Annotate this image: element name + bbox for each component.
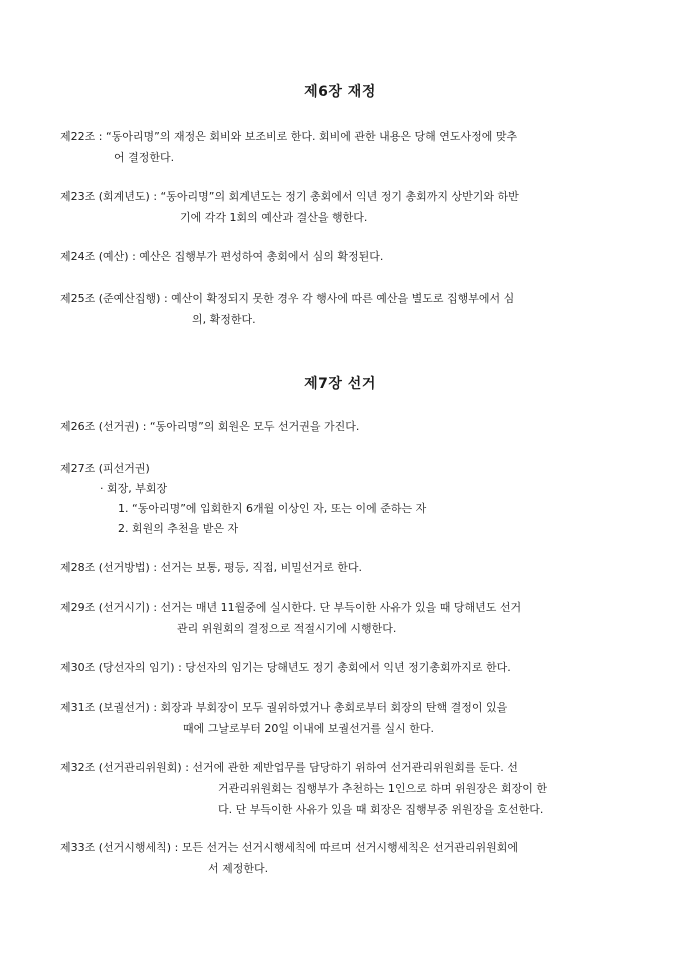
- article-30: [60, 657, 625, 678]
- article-27-item-1: 1. “동아리명”에 입회한지 6개월 이상인 자, 또는 이에 준하는 자: [118, 502, 427, 515]
- article-27-heading: 제27조 (피선거권): [60, 462, 150, 475]
- article-27-item-2: 2. 회원의 추천을 받은 자: [118, 522, 239, 535]
- chapter-6-title: 제6장 재정: [304, 84, 376, 100]
- article-27: [60, 458, 625, 479]
- chapter-7-title: 제7장 선거: [304, 376, 376, 392]
- article-25: [60, 288, 625, 330]
- article-25-heading: 제25조 (준예산집행) :: [60, 292, 172, 305]
- article-25-line-1: 예산이 확정되지 못한 경우 각 행사에 따른 예산을 별도로 집행부에서 심: [171, 292, 515, 305]
- article-31-line-2: 때에 그날로부터 20일 이내에 보궐선거를 실시 한다.: [183, 722, 434, 735]
- article-30-line-1: 당선자의 임기는 당해년도 정기 총회에서 익년 정기총회까지로 한다.: [185, 661, 511, 674]
- article-23-line-2: 기에 각각 1회의 예산과 결산을 행한다.: [180, 211, 368, 224]
- article-32-line-2: 거관리위원회는 집행부가 추천하는 1인으로 하며 위원장은 회장이 한: [218, 782, 548, 795]
- article-28-heading: 제28조 (선거방법) :: [60, 561, 161, 574]
- article-27-bullet: · 회장, 부회장: [100, 482, 168, 495]
- article-31-line-1: 회장과 부회장이 모두 궐위하였거나 총회로부터 회장의 탄핵 결정이 있을: [160, 701, 508, 714]
- article-22-line-2: 어 결정한다.: [114, 151, 175, 164]
- article-29-heading: 제29조 (선거시기) :: [60, 601, 161, 614]
- article-23: [60, 186, 625, 228]
- article-22-heading: 제22조 :: [60, 130, 106, 143]
- article-23-heading: 제23조 (회계년도) :: [60, 190, 161, 203]
- article-32-line-1: 선거에 관한 제반업무를 담당하기 위하여 선거관리위원회를 둔다. 선: [192, 761, 518, 774]
- article-33-line-2: 서 제정한다.: [208, 862, 269, 875]
- article-26-heading: 제26조 (선거권) :: [60, 420, 150, 433]
- article-22: [60, 126, 625, 168]
- article-28-line-1: 선거는 보통, 평등, 직접, 비밀선거로 한다.: [160, 561, 363, 574]
- article-23-line-1: “동아리명”의 회계년도는 정기 총회에서 익년 정기 총회까지 상반기와 하반: [160, 190, 519, 203]
- article-29-line-2: 관리 위원회의 결정으로 적절시기에 시행한다.: [177, 622, 397, 635]
- article-33-line-1: 모든 선거는 선거시행세칙에 따르며 선거시행세칙은 선거관리위원회에: [181, 841, 519, 854]
- article-32: [60, 757, 625, 820]
- article-29-line-1: 선거는 매년 11월중에 실시한다. 단 부득이한 사유가 있을 때 당해년도 선거: [160, 601, 522, 614]
- article-26-line-1: “동아리명”의 회원은 모두 선거권을 가진다.: [149, 420, 360, 433]
- article-33: [60, 837, 625, 879]
- article-28: [60, 557, 625, 578]
- article-24-line-1: 예산은 집행부가 편성하여 총회에서 심의 확정된다.: [139, 250, 384, 263]
- article-31-heading: 제31조 (보궐선거) :: [60, 701, 161, 714]
- article-24: [60, 246, 625, 267]
- article-30-heading: 제30조 (당선자의 임기) :: [60, 661, 186, 674]
- article-31: [60, 697, 625, 739]
- article-32-heading: 제32조 (선거관리위원회) :: [60, 761, 193, 774]
- article-33-heading: 제33조 (선거시행세칙) :: [60, 841, 182, 854]
- article-24-heading: 제24조 (예산) :: [60, 250, 140, 263]
- article-29: [60, 597, 625, 639]
- article-32-line-3: 다. 단 부득이한 사유가 있을 때 회장은 집행부중 위원장을 호선한다.: [218, 803, 544, 816]
- article-26: [60, 416, 625, 437]
- article-22-line-1: “동아리명”의 재정은 회비와 보조비로 한다. 회비에 관한 내용은 당해 연도사정에 맞추: [105, 130, 518, 143]
- article-25-line-2: 의, 확정한다.: [192, 313, 256, 326]
